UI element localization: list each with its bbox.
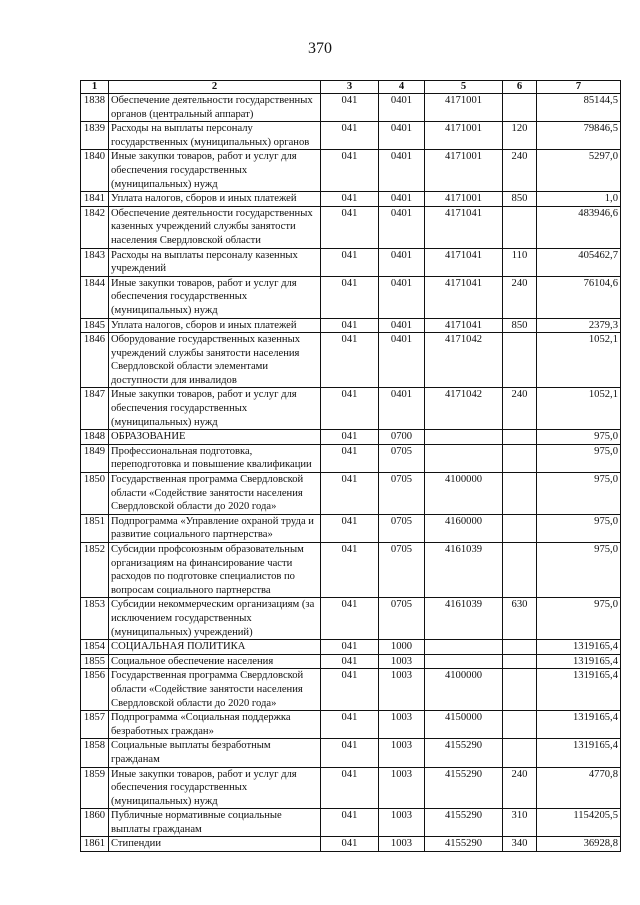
target-item-code-cell: 4160000 xyxy=(425,514,503,542)
expense-name-cell: Обеспечение деятельности государственных органов (центральный аппарат) xyxy=(109,94,321,122)
expense-name-cell: Уплата налогов, сборов и иных платежей xyxy=(109,192,321,207)
table-header-row xyxy=(81,81,621,94)
section-code-cell: 1003 xyxy=(379,654,425,669)
amount-cell: 85144,5 xyxy=(537,94,621,122)
amount-cell: 79846,5 xyxy=(537,122,621,150)
expense-type-code-cell xyxy=(503,444,537,472)
table-row xyxy=(81,192,621,207)
section-code-cell: 1003 xyxy=(379,809,425,837)
target-item-code-cell: 4150000 xyxy=(425,711,503,739)
amount-cell: 1,0 xyxy=(537,192,621,207)
expense-name-cell: Государственная программа Свердловской области «Содействие занятости населения Свердловской области до 2020 года» xyxy=(109,669,321,711)
section-code-cell: 0705 xyxy=(379,514,425,542)
target-item-code-cell: 4100000 xyxy=(425,669,503,711)
expense-name-cell: Подпрограмма «Управление охраной труда и развитие социального партнерства» xyxy=(109,514,321,542)
table-row xyxy=(81,809,621,837)
ministry-code-cell: 041 xyxy=(321,430,379,445)
row-number-cell: 1858 xyxy=(81,739,109,767)
section-code-cell: 0401 xyxy=(379,318,425,333)
row-number-cell: 1860 xyxy=(81,809,109,837)
ministry-code-cell: 041 xyxy=(321,122,379,150)
amount-cell: 5297,0 xyxy=(537,150,621,192)
section-code-cell: 0401 xyxy=(379,388,425,430)
budget-table xyxy=(80,80,621,852)
expense-type-code-cell: 240 xyxy=(503,276,537,318)
expense-name-cell: Социальное обеспечение населения xyxy=(109,654,321,669)
target-item-code-cell: 4161039 xyxy=(425,543,503,598)
table-row xyxy=(81,122,621,150)
row-number-cell: 1847 xyxy=(81,388,109,430)
target-item-code-cell: 4171001 xyxy=(425,94,503,122)
section-code-cell: 0401 xyxy=(379,192,425,207)
amount-cell: 1319165,4 xyxy=(537,669,621,711)
section-code-cell: 1003 xyxy=(379,837,425,852)
section-code-cell: 1000 xyxy=(379,640,425,655)
ministry-code-cell: 041 xyxy=(321,640,379,655)
expense-name-cell: Обеспечение деятельности государственных казенных учреждений службы занятости населения Свердловской области xyxy=(109,206,321,248)
column-header: 6 xyxy=(503,81,537,94)
column-header: 1 xyxy=(81,81,109,94)
expense-type-code-cell xyxy=(503,473,537,515)
target-item-code-cell: 4171041 xyxy=(425,318,503,333)
expense-name-cell: ОБРАЗОВАНИЕ xyxy=(109,430,321,445)
ministry-code-cell: 041 xyxy=(321,669,379,711)
section-code-cell: 1003 xyxy=(379,739,425,767)
ministry-code-cell: 041 xyxy=(321,711,379,739)
expense-type-code-cell xyxy=(503,640,537,655)
table-row xyxy=(81,318,621,333)
row-number-cell: 1859 xyxy=(81,767,109,809)
ministry-code-cell: 041 xyxy=(321,276,379,318)
ministry-code-cell: 041 xyxy=(321,837,379,852)
row-number-cell: 1846 xyxy=(81,333,109,388)
expense-type-code-cell: 310 xyxy=(503,809,537,837)
section-code-cell: 1003 xyxy=(379,711,425,739)
expense-name-cell: Уплата налогов, сборов и иных платежей xyxy=(109,318,321,333)
target-item-code-cell: 4171042 xyxy=(425,333,503,388)
expense-type-code-cell xyxy=(503,654,537,669)
section-code-cell: 0401 xyxy=(379,150,425,192)
table-row xyxy=(81,739,621,767)
expense-name-cell: Иные закупки товаров, работ и услуг для обеспечения государственных (муниципальных) нужд xyxy=(109,767,321,809)
expense-type-code-cell xyxy=(503,543,537,598)
target-item-code-cell: 4171001 xyxy=(425,192,503,207)
ministry-code-cell: 041 xyxy=(321,444,379,472)
amount-cell: 1319165,4 xyxy=(537,739,621,767)
column-header: 5 xyxy=(425,81,503,94)
amount-cell: 2379,3 xyxy=(537,318,621,333)
row-number-cell: 1853 xyxy=(81,598,109,640)
expense-type-code-cell xyxy=(503,739,537,767)
table-row xyxy=(81,388,621,430)
section-code-cell: 0705 xyxy=(379,473,425,515)
expense-type-code-cell xyxy=(503,94,537,122)
expense-name-cell: Расходы на выплаты персоналу государственных (муниципальных) органов xyxy=(109,122,321,150)
row-number-cell: 1842 xyxy=(81,206,109,248)
row-number-cell: 1841 xyxy=(81,192,109,207)
target-item-code-cell xyxy=(425,430,503,445)
table-row xyxy=(81,837,621,852)
expense-name-cell: Государственная программа Свердловской области «Содействие занятости населения Свердловской области до 2020 года» xyxy=(109,473,321,515)
table-row xyxy=(81,430,621,445)
table-row xyxy=(81,473,621,515)
expense-type-code-cell: 340 xyxy=(503,837,537,852)
target-item-code-cell: 4155290 xyxy=(425,837,503,852)
table-row xyxy=(81,206,621,248)
amount-cell: 1052,1 xyxy=(537,388,621,430)
expense-name-cell: Подпрограмма «Социальная поддержка безработных граждан» xyxy=(109,711,321,739)
expense-type-code-cell xyxy=(503,206,537,248)
section-code-cell: 0705 xyxy=(379,598,425,640)
ministry-code-cell: 041 xyxy=(321,654,379,669)
expense-name-cell: Профессиональная подготовка, переподготовка и повышение квалификации xyxy=(109,444,321,472)
section-code-cell: 0401 xyxy=(379,333,425,388)
amount-cell: 1319165,4 xyxy=(537,640,621,655)
row-number-cell: 1845 xyxy=(81,318,109,333)
table-row xyxy=(81,514,621,542)
section-code-cell: 0401 xyxy=(379,248,425,276)
table-row xyxy=(81,444,621,472)
column-header: 4 xyxy=(379,81,425,94)
row-number-cell: 1851 xyxy=(81,514,109,542)
row-number-cell: 1852 xyxy=(81,543,109,598)
amount-cell: 975,0 xyxy=(537,430,621,445)
row-number-cell: 1857 xyxy=(81,711,109,739)
ministry-code-cell: 041 xyxy=(321,767,379,809)
expense-type-code-cell: 110 xyxy=(503,248,537,276)
amount-cell: 4770,8 xyxy=(537,767,621,809)
expense-name-cell: Оборудование государственных казенных учреждений службы занятости населения Свердловской области элементами доступности для инвалидов xyxy=(109,333,321,388)
amount-cell: 1319165,4 xyxy=(537,654,621,669)
target-item-code-cell: 4171041 xyxy=(425,248,503,276)
expense-type-code-cell: 850 xyxy=(503,318,537,333)
row-number-cell: 1839 xyxy=(81,122,109,150)
amount-cell: 975,0 xyxy=(537,543,621,598)
table-row xyxy=(81,767,621,809)
row-number-cell: 1838 xyxy=(81,94,109,122)
row-number-cell: 1848 xyxy=(81,430,109,445)
section-code-cell: 1003 xyxy=(379,669,425,711)
amount-cell: 483946,6 xyxy=(537,206,621,248)
target-item-code-cell: 4155290 xyxy=(425,767,503,809)
expense-type-code-cell: 240 xyxy=(503,150,537,192)
row-number-cell: 1844 xyxy=(81,276,109,318)
ministry-code-cell: 041 xyxy=(321,94,379,122)
target-item-code-cell xyxy=(425,640,503,655)
ministry-code-cell: 041 xyxy=(321,739,379,767)
ministry-code-cell: 041 xyxy=(321,206,379,248)
row-number-cell: 1855 xyxy=(81,654,109,669)
target-item-code-cell: 4155290 xyxy=(425,739,503,767)
column-header: 7 xyxy=(537,81,621,94)
ministry-code-cell: 041 xyxy=(321,150,379,192)
amount-cell: 975,0 xyxy=(537,514,621,542)
expense-type-code-cell xyxy=(503,430,537,445)
target-item-code-cell: 4171001 xyxy=(425,150,503,192)
section-code-cell: 0401 xyxy=(379,206,425,248)
row-number-cell: 1856 xyxy=(81,669,109,711)
column-header: 3 xyxy=(321,81,379,94)
section-code-cell: 0700 xyxy=(379,430,425,445)
row-number-cell: 1850 xyxy=(81,473,109,515)
target-item-code-cell: 4161039 xyxy=(425,598,503,640)
amount-cell: 975,0 xyxy=(537,598,621,640)
expense-name-cell: Субсидии некоммерческим организациям (за исключением государственных (муниципальных) учреждений) xyxy=(109,598,321,640)
ministry-code-cell: 041 xyxy=(321,514,379,542)
table-row xyxy=(81,598,621,640)
page-number: 370 xyxy=(308,40,332,57)
expense-name-cell: Публичные нормативные социальные выплаты гражданам xyxy=(109,809,321,837)
amount-cell: 975,0 xyxy=(537,473,621,515)
ministry-code-cell: 041 xyxy=(321,333,379,388)
section-code-cell: 1003 xyxy=(379,767,425,809)
amount-cell: 1154205,5 xyxy=(537,809,621,837)
ministry-code-cell: 041 xyxy=(321,248,379,276)
table-row xyxy=(81,248,621,276)
amount-cell: 1319165,4 xyxy=(537,711,621,739)
expense-name-cell: Иные закупки товаров, работ и услуг для обеспечения государственных (муниципальных) нужд xyxy=(109,388,321,430)
target-item-code-cell: 4155290 xyxy=(425,809,503,837)
table-row xyxy=(81,333,621,388)
target-item-code-cell: 4171001 xyxy=(425,122,503,150)
expense-name-cell: Расходы на выплаты персоналу казенных учреждений xyxy=(109,248,321,276)
row-number-cell: 1843 xyxy=(81,248,109,276)
amount-cell: 405462,7 xyxy=(537,248,621,276)
row-number-cell: 1854 xyxy=(81,640,109,655)
column-header: 2 xyxy=(109,81,321,94)
expense-type-code-cell: 630 xyxy=(503,598,537,640)
section-code-cell: 0705 xyxy=(379,543,425,598)
expense-name-cell: Иные закупки товаров, работ и услуг для обеспечения государственных (муниципальных) нужд xyxy=(109,150,321,192)
table-row xyxy=(81,669,621,711)
expense-name-cell: СОЦИАЛЬНАЯ ПОЛИТИКА xyxy=(109,640,321,655)
expense-name-cell: Субсидии профсоюзным образовательным организациям на финансирование части расходов по подготовке специалистов по вопросам социального партнерства xyxy=(109,543,321,598)
table-row xyxy=(81,276,621,318)
row-number-cell: 1861 xyxy=(81,837,109,852)
amount-cell: 975,0 xyxy=(537,444,621,472)
section-code-cell: 0401 xyxy=(379,94,425,122)
ministry-code-cell: 041 xyxy=(321,388,379,430)
table-row xyxy=(81,150,621,192)
ministry-code-cell: 041 xyxy=(321,809,379,837)
ministry-code-cell: 041 xyxy=(321,543,379,598)
expense-name-cell: Иные закупки товаров, работ и услуг для обеспечения государственных (муниципальных) нужд xyxy=(109,276,321,318)
expense-type-code-cell: 240 xyxy=(503,767,537,809)
table-row xyxy=(81,543,621,598)
section-code-cell: 0401 xyxy=(379,276,425,318)
table-row xyxy=(81,94,621,122)
expense-type-code-cell xyxy=(503,333,537,388)
expense-type-code-cell xyxy=(503,669,537,711)
target-item-code-cell xyxy=(425,444,503,472)
expense-name-cell: Стипендии xyxy=(109,837,321,852)
table-row xyxy=(81,711,621,739)
target-item-code-cell xyxy=(425,654,503,669)
section-code-cell: 0705 xyxy=(379,444,425,472)
table-row xyxy=(81,654,621,669)
expense-type-code-cell: 120 xyxy=(503,122,537,150)
amount-cell: 36928,8 xyxy=(537,837,621,852)
target-item-code-cell: 4171041 xyxy=(425,276,503,318)
target-item-code-cell: 4100000 xyxy=(425,473,503,515)
ministry-code-cell: 041 xyxy=(321,318,379,333)
ministry-code-cell: 041 xyxy=(321,598,379,640)
expense-type-code-cell xyxy=(503,711,537,739)
amount-cell: 76104,6 xyxy=(537,276,621,318)
ministry-code-cell: 041 xyxy=(321,473,379,515)
table-row xyxy=(81,640,621,655)
expense-name-cell: Социальные выплаты безработным гражданам xyxy=(109,739,321,767)
target-item-code-cell: 4171041 xyxy=(425,206,503,248)
row-number-cell: 1849 xyxy=(81,444,109,472)
amount-cell: 1052,1 xyxy=(537,333,621,388)
expense-type-code-cell: 240 xyxy=(503,388,537,430)
expense-type-code-cell xyxy=(503,514,537,542)
ministry-code-cell: 041 xyxy=(321,192,379,207)
expense-type-code-cell: 850 xyxy=(503,192,537,207)
target-item-code-cell: 4171042 xyxy=(425,388,503,430)
section-code-cell: 0401 xyxy=(379,122,425,150)
row-number-cell: 1840 xyxy=(81,150,109,192)
